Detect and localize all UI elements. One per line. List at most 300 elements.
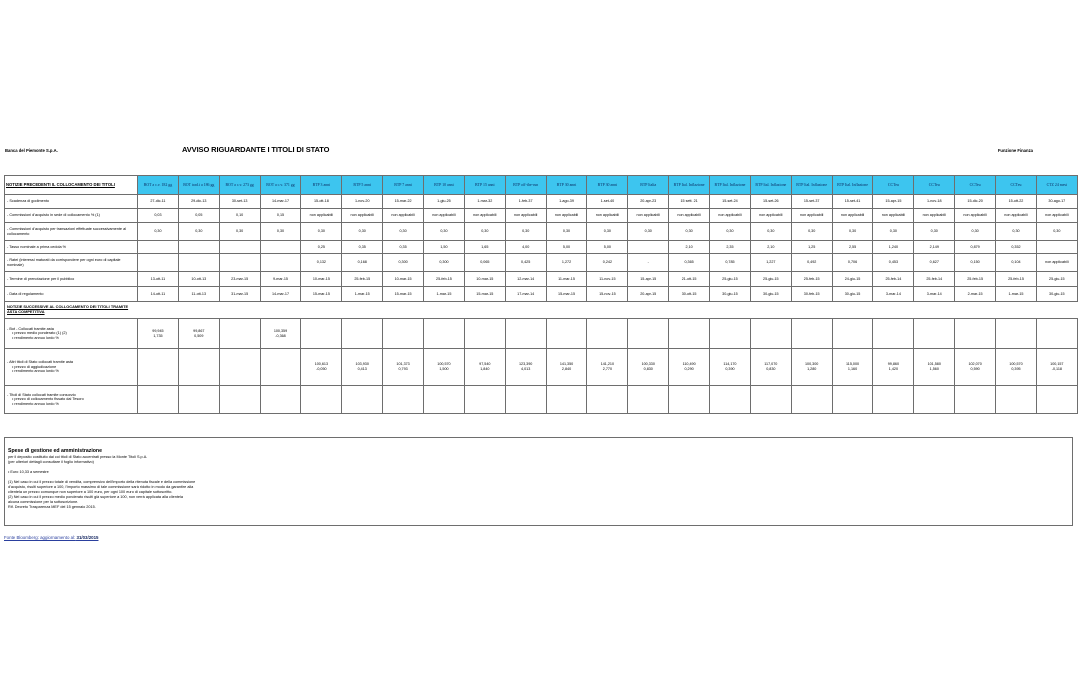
note-line: (1) Nel caso in cui il prezzo totale di vendita, comprensivo dell'importo della ritenuta fiscale e della commissione (8, 480, 196, 484)
table-cell: 1-nov-18 (914, 195, 955, 209)
table-cell: non applicabili (669, 209, 710, 223)
table-cell (383, 319, 424, 349)
column-header: BOT a c.v. 273 gg (219, 176, 260, 195)
table-cell (750, 319, 791, 349)
table-cell: 0,168 (342, 254, 383, 272)
table-cell (219, 241, 260, 254)
section-spacer-cell (628, 302, 669, 319)
table-cell: 25-giu-15 (750, 272, 791, 287)
table-cell (383, 386, 424, 414)
table-cell: 1-mar-15 (342, 287, 383, 302)
table-cell: 0,30 (955, 223, 996, 241)
document-header (5, 144, 1075, 158)
table-cell: 3-mar-14 (914, 287, 955, 302)
table-cell: 1-giu-25 (424, 195, 465, 209)
table-cell (955, 386, 996, 414)
table-row (5, 287, 1078, 302)
section-label-pre: NOTIZIE PRECEDENTI IL COLLOCAMENTO DEI TITOLI (5, 176, 138, 195)
table-cell (178, 241, 219, 254)
table-row (5, 209, 1078, 223)
table-row (5, 195, 1078, 209)
cell-value: 1,280 (807, 367, 817, 371)
section-spacer-cell (505, 302, 546, 319)
table-cell: 0,706 (832, 254, 873, 272)
table-cell (301, 386, 342, 414)
cell-value: 100,359 (273, 328, 288, 333)
section-spacer-cell (383, 302, 424, 319)
table-body (5, 195, 1078, 414)
table-cell: 25-feb-15 (342, 272, 383, 287)
table-cell: 15-apr-15 (873, 195, 914, 209)
table-cell (342, 349, 383, 386)
table-cell: non applicabili (996, 209, 1037, 223)
table-cell: non applicabili (301, 209, 342, 223)
table-cell: 0,05 (178, 209, 219, 223)
table-cell (587, 386, 628, 414)
table-cell: 0,30 (873, 223, 914, 241)
table-cell: 14-mar-17 (260, 287, 301, 302)
table-cell: 0,35 (383, 241, 424, 254)
table-cell: 12-mar-14 (505, 272, 546, 287)
table-cell: 15-mar-22 (383, 195, 424, 209)
row-sub-label: • rendimento annuo lordo % (12, 401, 59, 406)
table-cell: 0,104 (996, 254, 1037, 272)
table-cell: 13-ott-11 (138, 272, 179, 287)
section-label-post: NOTIZIE SUCCESSIVE AL COLLOCAMENTO DEI TITOLI TRAMITE ASTA COMPETITIVA (5, 302, 138, 319)
table-cell: 1-set-40 (587, 195, 628, 209)
cell-value: 123,390 (518, 362, 533, 367)
table-cell: 0,30 (424, 223, 465, 241)
cell-value: 97,540 (479, 362, 491, 367)
row-label (5, 349, 138, 386)
table-cell: 1-mar-15 (424, 287, 465, 302)
table-cell (260, 319, 301, 349)
row-sub-label: • prezzo medio ponderato (1) (2) (12, 331, 67, 336)
column-header: BOT a c.v. 371 gg (260, 176, 301, 195)
column-header: BTP off-the-run (505, 176, 546, 195)
table-cell (832, 386, 873, 414)
table-cell: 1,227 (750, 254, 791, 272)
table-cell: 0,30 (628, 223, 669, 241)
table-cell: 15-set-26 (750, 195, 791, 209)
table-cell: 25-giu-15 (1036, 272, 1077, 287)
table-cell: non applicabili (750, 209, 791, 223)
table-cell (342, 386, 383, 414)
table-cell (138, 349, 179, 386)
cell-value: 2,770 (602, 367, 612, 371)
table-cell: 0,30 (791, 223, 832, 241)
table-cell: 15-nov-15 (587, 287, 628, 302)
section-spacer-cell (791, 302, 832, 319)
cell-value: 4,013 (521, 367, 531, 371)
table-cell (955, 349, 996, 386)
table-cell: non applicabili (342, 209, 383, 223)
section-spacer-cell (546, 302, 587, 319)
table-cell (464, 319, 505, 349)
table-cell: 0,132 (301, 254, 342, 272)
section-spacer-cell (138, 302, 179, 319)
table-cell (628, 241, 669, 254)
table-cell (669, 386, 710, 414)
table-cell: 15-mar-15 (301, 287, 342, 302)
table-cell (669, 349, 710, 386)
table-cell: 0,15 (260, 209, 301, 223)
cell-value: 0,830 (766, 367, 776, 371)
table-cell: 0,30 (219, 223, 260, 241)
table-cell (505, 319, 546, 349)
table-cell (1036, 319, 1077, 349)
table-cell (1036, 386, 1077, 414)
notes-title: Spese di gestione ed amministrazione (8, 448, 102, 454)
table-row (5, 223, 1078, 241)
cell-value: 99,945 (152, 328, 164, 333)
table-cell: 0,300 (383, 254, 424, 272)
table-cell: 1-feb-37 (505, 195, 546, 209)
table-cell: 10-mar-15 (383, 272, 424, 287)
table-cell: 1,65 (464, 241, 505, 254)
table-cell: 0,352 (996, 241, 1037, 254)
table-cell: 11-ott-13 (178, 287, 219, 302)
table-cell: 27-dic-11 (138, 195, 179, 209)
table-cell (628, 319, 669, 349)
note-line: (per ulteriori dettagli consultare il foglio informativo) (8, 460, 94, 464)
table-cell: 15-mar-15 (546, 287, 587, 302)
table-cell: 10-ott-13 (178, 272, 219, 287)
table-cell: 20-apr-23 (628, 195, 669, 209)
table-cell: 0,30 (301, 223, 342, 241)
section-spacer-cell (260, 302, 301, 319)
table-cell (546, 349, 587, 386)
table-cell: 29-dic-13 (178, 195, 219, 209)
cell-value: -0,368 (275, 333, 286, 338)
table-cell (178, 319, 219, 349)
table-cell (138, 386, 179, 414)
table-cell (260, 386, 301, 414)
table-row (5, 254, 1078, 272)
cell-value: 0,793 (398, 367, 408, 371)
table-cell: non applicabili (505, 209, 546, 223)
row-title: - Bot - Collocati tramite asta (7, 326, 54, 331)
table-cell: 1-ago-39 (546, 195, 587, 209)
table-cell: non applicabili (873, 209, 914, 223)
table-cell: non applicabili (587, 209, 628, 223)
column-header: BTP Ital. Inflazione (710, 176, 751, 195)
table-cell (260, 349, 301, 386)
table-row (5, 386, 1078, 414)
table-cell (832, 349, 873, 386)
table-row (5, 349, 1078, 386)
row-label (5, 319, 138, 349)
note-line: • Euro 10,33 a semestre (8, 470, 49, 474)
table-cell: 0,10 (219, 209, 260, 223)
table-cell: 0,150 (955, 254, 996, 272)
table-cell (178, 254, 219, 272)
table-cell: 14-mar-17 (260, 195, 301, 209)
table-cell: 0,30 (587, 223, 628, 241)
section-spacer-cell (955, 302, 996, 319)
table-cell (464, 349, 505, 386)
cell-value: 100,613 (314, 362, 329, 367)
cell-value: 0,390 (725, 367, 735, 371)
cell-value: 110,490 (682, 362, 696, 367)
table-cell (505, 386, 546, 414)
table-cell: 0,30 (710, 223, 751, 241)
table-cell: 24-giu-15 (832, 272, 873, 287)
table-cell: 1,272 (546, 254, 587, 272)
cell-value: 1,840 (480, 367, 490, 371)
table-cell (791, 349, 832, 386)
table-row (5, 241, 1078, 254)
cell-value: 1,560 (929, 367, 939, 371)
row-label (5, 386, 138, 414)
section-spacer-cell (996, 302, 1037, 319)
column-header: BTP 15 anni (464, 176, 505, 195)
table-cell: 10-mar-15 (464, 272, 505, 287)
cell-value: 114,170 (723, 362, 737, 367)
note-line: alcuna commissione per la sottoscrizione. (8, 500, 79, 504)
section-spacer-cell (710, 302, 751, 319)
table-cell: non applicabili (546, 209, 587, 223)
table-cell: non applicabili (1036, 254, 1077, 272)
table-cell: 30-set-13 (219, 195, 260, 209)
table-cell (301, 349, 342, 386)
table-cell: 25-giu-15 (710, 272, 751, 287)
table-cell: 2,55 (832, 241, 873, 254)
table-cell: 0,30 (669, 223, 710, 241)
table-cell: 25-feb-14 (873, 272, 914, 287)
cell-value: 0,395 (1011, 367, 1021, 371)
table-cell (587, 319, 628, 349)
table-cell: 10-mar-15 (301, 272, 342, 287)
cell-value: 117,070 (764, 362, 778, 367)
table-cell: 30-ott-15 (669, 287, 710, 302)
table-cell (260, 241, 301, 254)
note-line: d'acquisto, risulti superiore a 100, l'importo massimo di tale commissione sarà ridotto in modo da garantire alla (8, 485, 194, 489)
document-title: AVVISO RIGUARDANTE I TITOLI DI STATO (182, 145, 330, 154)
section-spacer-cell (178, 302, 219, 319)
table-cell (873, 386, 914, 414)
table-cell: 0,30 (750, 223, 791, 241)
table-cell: 15-dic-20 (955, 195, 996, 209)
cell-value: 1,160 (847, 367, 858, 371)
row-sub-label: • rendimento annuo lordo % (12, 369, 59, 374)
source-date: 31/03/2015 (76, 535, 99, 540)
row-sub-label: • prezzo di aggiudicazione (12, 364, 57, 369)
notes-box (4, 437, 1073, 526)
table-cell (873, 319, 914, 349)
table-cell (219, 254, 260, 272)
source-line[interactable] (4, 535, 99, 540)
table-cell: 11-mar-15 (546, 272, 587, 287)
table-cell: 1-nov-20 (342, 195, 383, 209)
row-label: - Data di regolamento (5, 287, 138, 302)
table-cell: 5,00 (546, 241, 587, 254)
table-cell (955, 319, 996, 349)
section-spacer-cell (1036, 302, 1077, 319)
table-cell: 0,35 (342, 241, 383, 254)
table-cell (914, 319, 955, 349)
table-cell: 15-set-24 (710, 195, 751, 209)
table-cell: 25-feb-15 (424, 272, 465, 287)
table-cell (791, 386, 832, 414)
table-cell (301, 319, 342, 349)
column-header: BTP Ital. Inflazione (791, 176, 832, 195)
table-cell: 0,30 (464, 223, 505, 241)
table-cell: 15-apr-15 (628, 272, 669, 287)
cell-value: 100,570 (1009, 362, 1023, 367)
column-header: BOT a c.v. 182 gg (138, 176, 179, 195)
table-cell: 0,453 (873, 254, 914, 272)
table-cell (464, 386, 505, 414)
row-label: - Commissioni d'acquisto per transazioni effettuate successivamente al collocamento (5, 223, 138, 241)
table-cell (138, 254, 179, 272)
table-cell (1036, 349, 1077, 386)
section-spacer-cell (342, 302, 383, 319)
note-line: clientela un prezzo comunque non superiore a 100 euro, per ogni 100 euro di capitale sottoscritto. (8, 490, 173, 494)
column-header: CCTeu (873, 176, 914, 195)
table-row (5, 319, 1078, 349)
table-cell: 0,627 (914, 254, 955, 272)
cell-value: 101,373 (396, 362, 410, 367)
table-cell (750, 386, 791, 414)
column-header: BTP Ital. Inflazione (832, 176, 873, 195)
table-cell: 0,879 (955, 241, 996, 254)
table-cell: 1-mar-32 (464, 195, 505, 209)
table-cell: 0,30 (1036, 223, 1077, 241)
note-line: per il deposito costituito dai coi titoli di Stato accentrati presso la Monte Titoli S.p.A. (8, 455, 148, 459)
table-cell: non applicabili (628, 209, 669, 223)
column-header: BTP 30 anni (546, 176, 587, 195)
table-cell: 0,492 (791, 254, 832, 272)
row-label: - Termine di prenotazione per il pubblico (5, 272, 138, 287)
section-row (5, 302, 1078, 319)
cell-value: 99,867 (193, 328, 205, 333)
note-line: Rif. Decreto Trasparenza MEF del 15 gennaio 2015. (8, 505, 96, 509)
table-cell: 0,30 (505, 223, 546, 241)
cell-value: 141,350 (559, 362, 574, 367)
table-cell: 0,30 (178, 223, 219, 241)
table-cell: 30-ago-17 (1036, 195, 1077, 209)
row-title: - Altri titoli di Stato collocati tramite asta (7, 360, 74, 365)
table-cell: 11-nov-15 (587, 272, 628, 287)
cell-value: 99,860 (887, 362, 900, 367)
column-header: CTZ 24 mesi (1036, 176, 1077, 195)
table-cell (710, 386, 751, 414)
cell-value: 0,413 (357, 367, 367, 371)
table-cell (750, 349, 791, 386)
table-cell (424, 386, 465, 414)
table-cell: 31-mar-15 (219, 287, 260, 302)
table-cell: 15-mar-15 (383, 287, 424, 302)
table-cell: 15-ott-18 (301, 195, 342, 209)
table-cell: 0,30 (546, 223, 587, 241)
securities-table (4, 175, 1078, 414)
column-header: BTP 3 anni (301, 176, 342, 195)
table-cell: 0,03 (138, 209, 179, 223)
table-cell: 3-mar-14 (873, 287, 914, 302)
table-cell (710, 349, 751, 386)
table-cell: 2,10 (669, 241, 710, 254)
cell-value: 115,000 (846, 362, 860, 367)
column-header: BTP 30 anni (587, 176, 628, 195)
table-cell: 25-feb-14 (914, 272, 955, 287)
table-cell (873, 349, 914, 386)
column-header: BTP Ital. Inflazione (750, 176, 791, 195)
section-spacer-cell (914, 302, 955, 319)
row-sub-label: • prezzo di collocamento fissato dal Tesoro (12, 397, 84, 402)
column-header: BTP 7 anni (383, 176, 424, 195)
table-cell: 0,300 (424, 254, 465, 272)
section-spacer-cell (587, 302, 628, 319)
column-header: CCTeu (955, 176, 996, 195)
table-cell: 1,25 (791, 241, 832, 254)
table-cell (628, 349, 669, 386)
table-cell: non applicabili (424, 209, 465, 223)
table-cell: non applicabili (791, 209, 832, 223)
table-cell: non applicabili (1036, 209, 1077, 223)
column-header: BTP 10 anni (424, 176, 465, 195)
source-label: Fonte Bloomberg: aggiornamento al: (4, 535, 76, 540)
notes-lines (8, 455, 1069, 510)
table-cell (219, 349, 260, 386)
table-cell: 0,30 (138, 223, 179, 241)
cell-value: 100,157 (1050, 362, 1064, 367)
cell-value: 2,840 (561, 367, 572, 371)
table-cell: 15-set-41 (832, 195, 873, 209)
table-cell: 17-mar-14 (505, 287, 546, 302)
table-cell: 2,149 (914, 241, 955, 254)
section-spacer-cell (301, 302, 342, 319)
table-cell (138, 241, 179, 254)
cell-value: -0,118 (1051, 367, 1062, 371)
section-spacer-cell (424, 302, 465, 319)
table-cell (546, 319, 587, 349)
cell-value: 141,210 (600, 362, 615, 367)
table-cell (424, 319, 465, 349)
row-sub-label: • rendimento annuo lordo % (12, 335, 59, 340)
table-cell: 30-giu-15 (750, 287, 791, 302)
cell-value: 1,420 (888, 367, 899, 371)
table-cell: 15-mar-15 (464, 287, 505, 302)
cell-value: 0,590 (970, 367, 980, 371)
table-cell (505, 349, 546, 386)
section-spacer-cell (873, 302, 914, 319)
table-cell: non applicabili (955, 209, 996, 223)
table-cell: 30-feb-15 (791, 287, 832, 302)
cell-value: 102,070 (968, 362, 982, 367)
table-cell: non applicabili (383, 209, 424, 223)
table-cell: 0,065 (464, 254, 505, 272)
table-cell: 0,30 (342, 223, 383, 241)
row-label: - Commissioni d'acquisto in sede di collocamento % (1) (5, 209, 138, 223)
table-cell: 21-ott-15 (669, 272, 710, 287)
cell-value: 0,830 (643, 367, 653, 371)
table-cell: 0,785 (710, 254, 751, 272)
table-cell: 25-feb-15 (955, 272, 996, 287)
section-spacer-cell (219, 302, 260, 319)
table-cell (383, 349, 424, 386)
table-cell (710, 319, 751, 349)
table-cell: non applicabili (710, 209, 751, 223)
table-cell (996, 386, 1037, 414)
table-cell: 0,242 (587, 254, 628, 272)
table-cell: 1,240 (873, 241, 914, 254)
note-line: (2) Nel caso in cui il prezzo medio ponderato risulti già superiore a 100, non verrà applicata alla clientela (8, 495, 183, 499)
cell-value: 1,500 (439, 367, 449, 371)
row-label: - Scadenza di godimento (5, 195, 138, 209)
cell-value: 100,330 (641, 362, 655, 367)
table-cell (996, 319, 1037, 349)
